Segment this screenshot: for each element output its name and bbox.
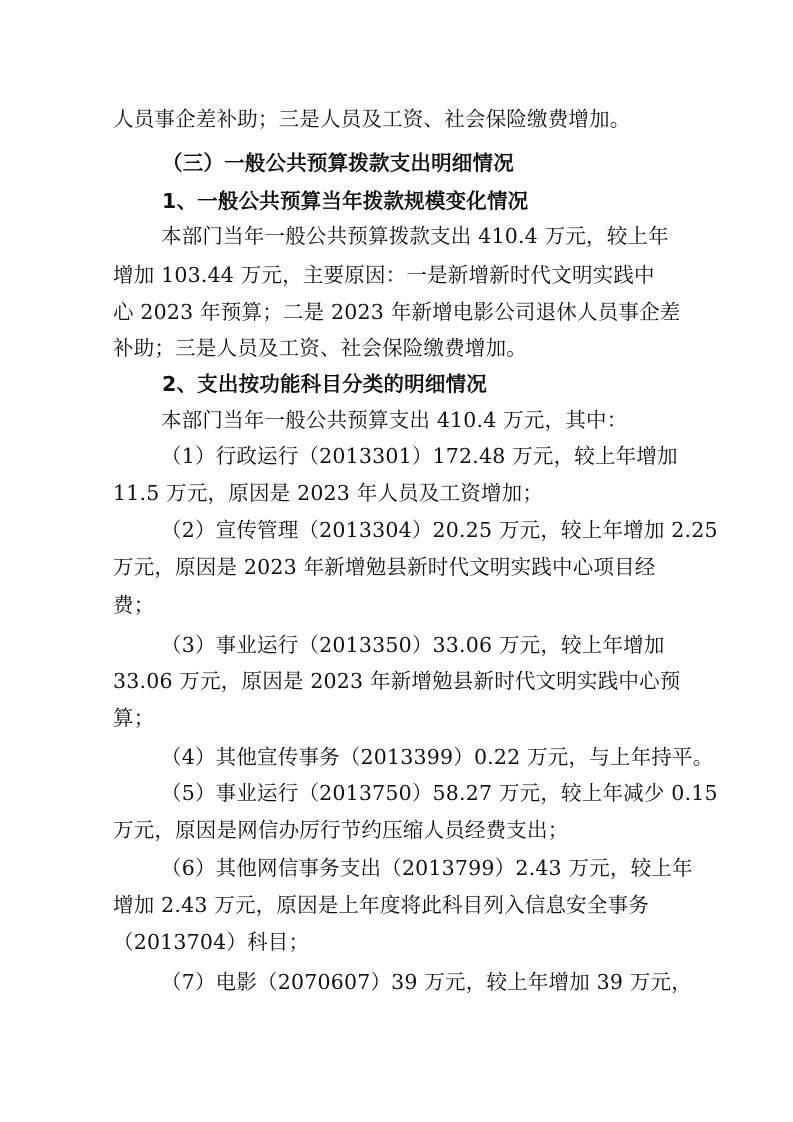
paragraph-line: 人员事企差补助；三是人员及工资、社会保险缴费增加。	[113, 107, 631, 131]
paragraph-line: 本部门当年一般公共预算拨款支出 410.4 万元，较上年	[161, 224, 669, 248]
list-item-line: （2）宣传管理（2013304）20.25 万元，较上年增加 2.25	[161, 518, 718, 542]
list-item-line: 11.5 万元，原因是 2023 年人员及工资增加；	[113, 481, 544, 505]
section-heading: （三）一般公共预算拨款支出明细情况	[162, 151, 514, 175]
list-item-line: （7）电影（2070607）39 万元，较上年增加 39 万元，	[161, 970, 692, 994]
paragraph-line: 补助；三是人员及工资、社会保险缴费增加。	[113, 336, 527, 360]
list-item-line: （5）事业运行（2013750）58.27 万元，较上年减少 0.15	[161, 781, 718, 805]
subsection-heading: 1、一般公共预算当年拨款规模变化情况	[162, 189, 529, 213]
list-item-line: （2013704）科目；	[113, 930, 310, 954]
list-item-line: （3）事业运行（2013350）33.06 万元，较上年增加	[161, 633, 665, 657]
list-item-line: 算；	[113, 706, 155, 730]
list-item-line: 增加 2.43 万元，原因是上年度将此科目列入信息安全事务	[113, 893, 649, 917]
list-item-line: 费；	[113, 593, 155, 617]
list-item-line: （6）其他网信事务支出（2013799）2.43 万元，较上年	[161, 856, 693, 880]
list-item-line: （4）其他宣传事务（2013399）0.22 万元，与上年持平。	[161, 745, 714, 769]
list-item-line: 33.06 万元，原因是 2023 年新增勉县新时代文明实践中心预	[113, 669, 681, 693]
list-item-line: 万元，原因是 2023 年新增勉县新时代文明实践中心项目经	[113, 555, 656, 579]
list-item-line: （1）行政运行（2013301）172.48 万元，较上年增加	[161, 444, 678, 468]
subsection-heading: 2、支出按功能科目分类的明细情况	[162, 372, 487, 396]
paragraph-line: 心 2023 年预算；二是 2023 年新增电影公司退休人员事企差	[113, 300, 681, 324]
paragraph-line: 本部门当年一般公共预算支出 410.4 万元，其中：	[161, 408, 628, 432]
paragraph-line: 增加 103.44 万元，主要原因：一是新增新时代文明实践中	[113, 263, 655, 287]
list-item-line: 万元，原因是网信办厉行节约压缩人员经费支出；	[113, 818, 569, 842]
